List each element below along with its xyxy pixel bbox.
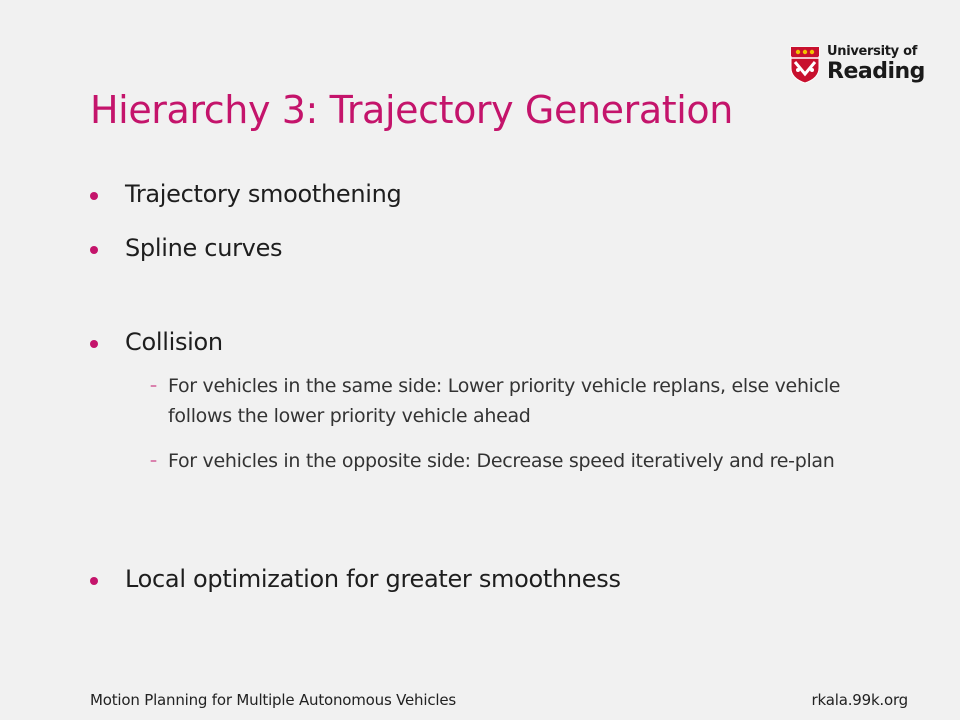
- dash-icon: –: [150, 378, 157, 394]
- bullet-dot-icon: [90, 192, 98, 200]
- footer-right: rkala.99k.org: [811, 691, 908, 709]
- logo-line-1: University of: [827, 44, 918, 59]
- bullet-text: Spline curves: [125, 234, 283, 262]
- logo-wordmark: [827, 44, 925, 84]
- sub-bullet-text: For vehicles in the opposite side: Decrease speed iteratively and re-plan: [168, 450, 835, 472]
- bullet-dot-icon: [90, 246, 98, 254]
- slide-title: Hierarchy 3: Trajectory Generation: [90, 88, 733, 132]
- bullet-text: Collision: [125, 328, 223, 356]
- dash-icon: –: [150, 453, 157, 469]
- logo-line-2: Reading: [827, 59, 925, 84]
- footer-left: Motion Planning for Multiple Autonomous Vehicles: [90, 691, 456, 709]
- bullet-text: Local optimization for greater smoothness: [125, 565, 621, 593]
- bullet-text: Trajectory smoothening: [125, 180, 402, 208]
- bullet-dot-icon: [90, 577, 98, 585]
- bullet-dot-icon: [90, 340, 98, 348]
- university-logo: [790, 44, 925, 88]
- crest-icon: [790, 46, 820, 84]
- sub-bullet-text: For vehicles in the same side: Lower priority vehicle replans, else vehicle follows the lower priority vehicle ahead: [168, 375, 841, 427]
